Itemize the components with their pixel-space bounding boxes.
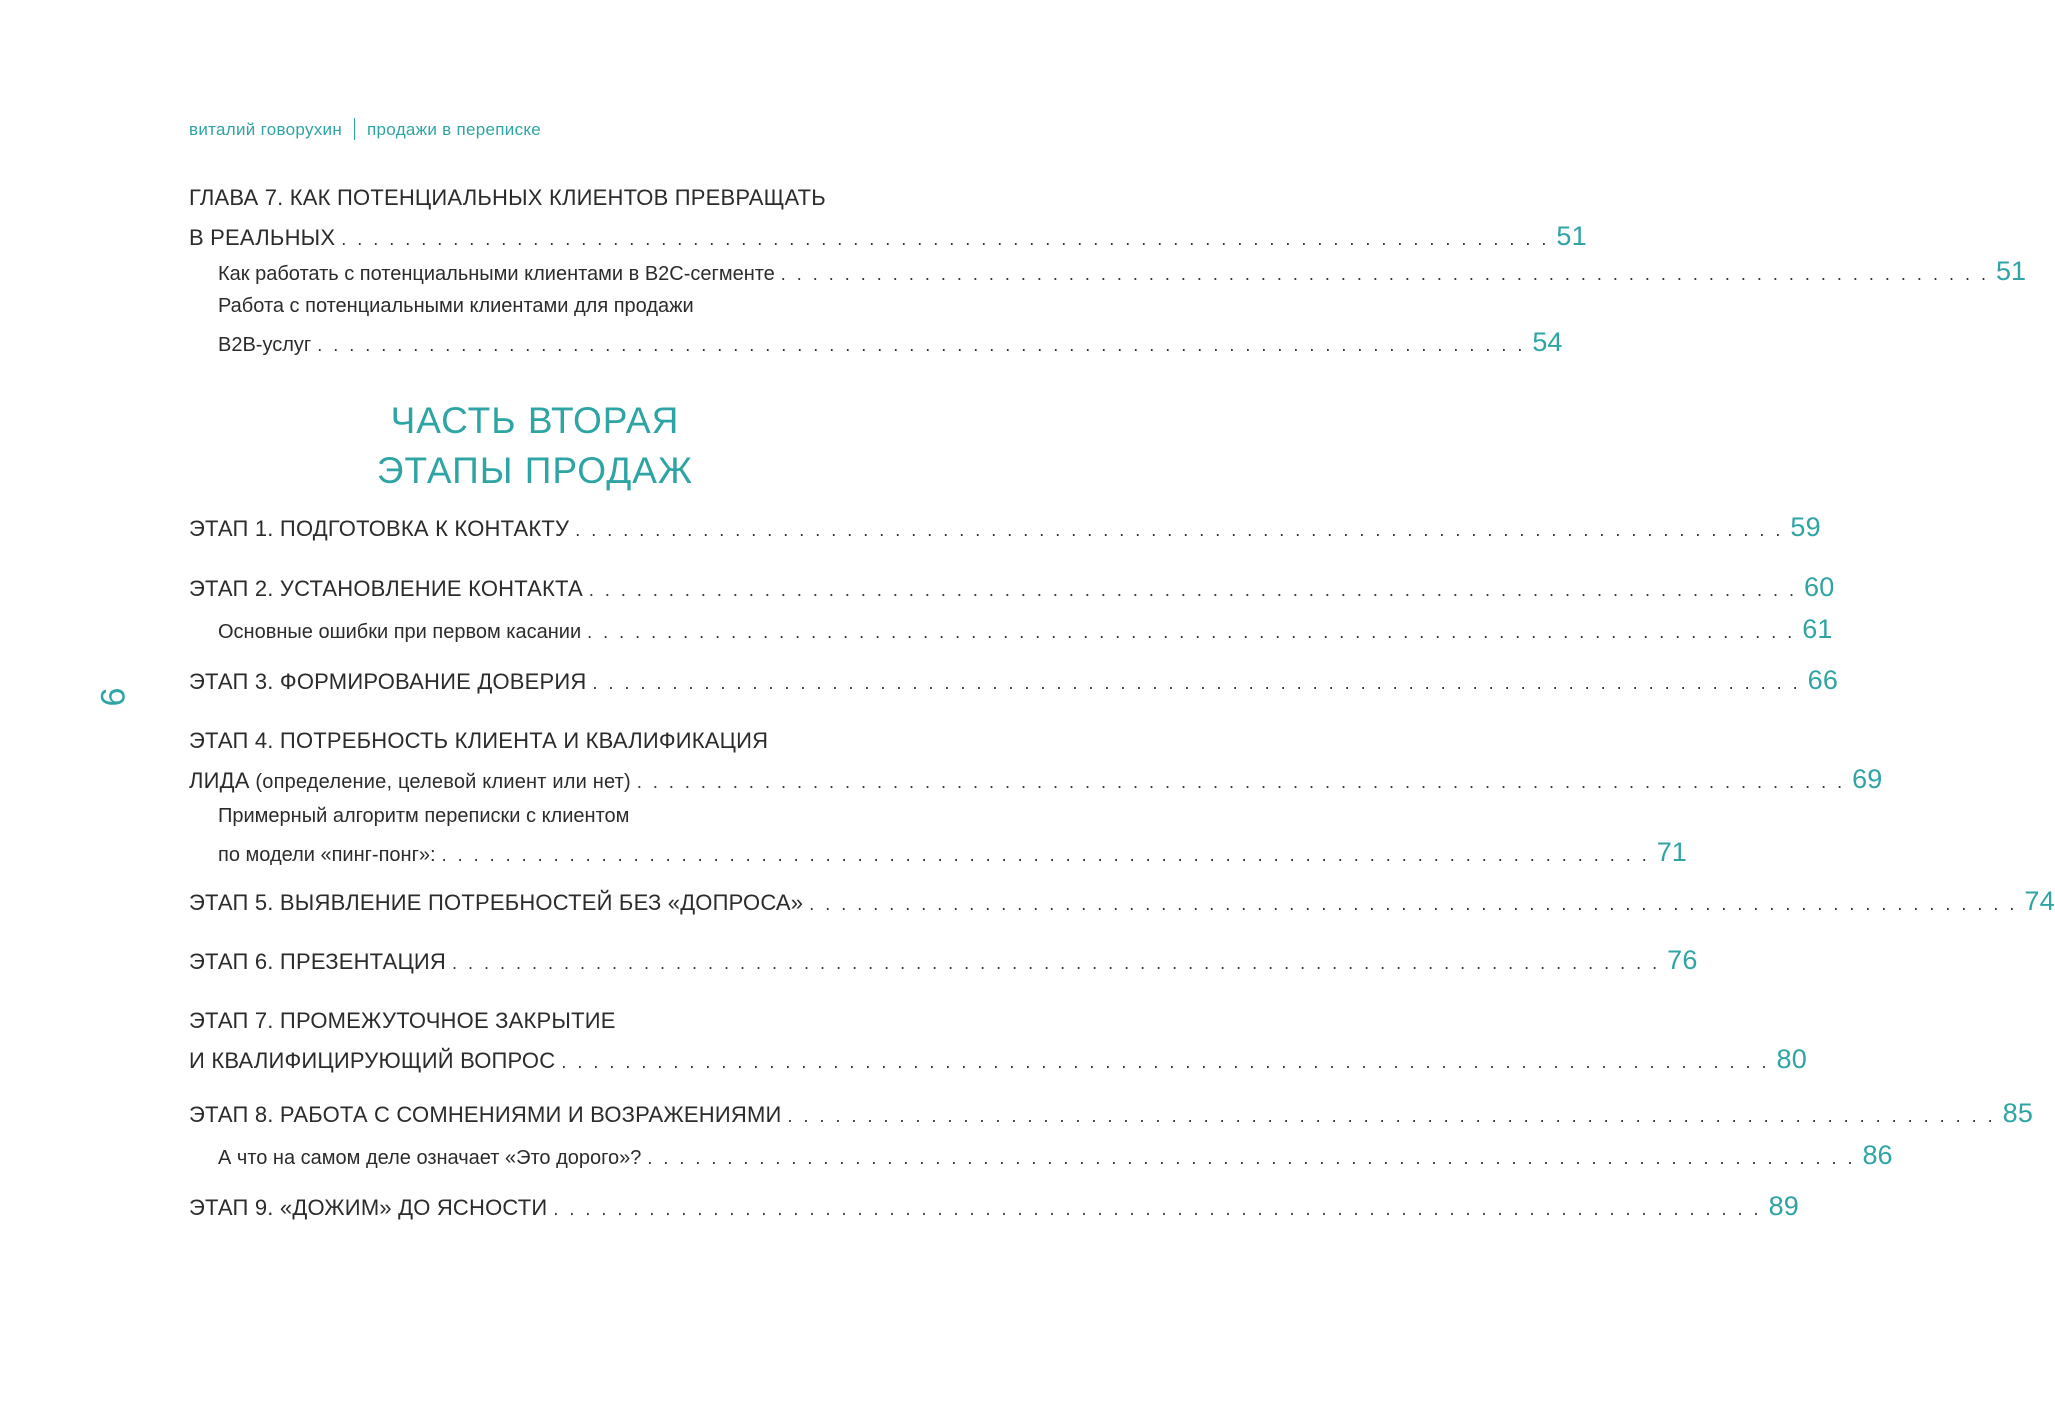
dot-leader	[452, 953, 1657, 973]
toc-entry-title: ЭТАП 5. ВЫЯВЛЕНИЕ ПОТРЕБНОСТЕЙ БЕЗ «ДОПРОСА»	[189, 890, 804, 915]
toc-subentry-b2b[interactable]	[218, 288, 1563, 360]
part-title-line1: ЧАСТЬ ВТОРАЯ	[390, 400, 680, 441]
toc-page-number: 89	[1768, 1191, 1799, 1221]
dot-leader	[788, 1106, 1993, 1126]
toc-entry-title: ЭТАП 2. УСТАНОВЛЕНИЕ КОНТАКТА	[189, 576, 583, 601]
toc-entry-stage-5[interactable]	[189, 882, 2055, 920]
toc-page-number: 51	[1995, 256, 2026, 286]
running-header	[189, 118, 541, 140]
toc-entry-title: И КВАЛИФИЦИРУЮЩИЙ ВОПРОС	[189, 1048, 556, 1073]
toc-page-number: 74	[2024, 886, 2055, 916]
toc-entry-stage-4[interactable]	[189, 722, 1883, 798]
toc-subentry-first-touch-errors[interactable]	[218, 611, 1833, 647]
toc-entry-title: Работа с потенциальными клиентами для продажи	[218, 295, 694, 317]
dot-leader	[809, 894, 2014, 914]
dot-leader	[647, 1148, 1852, 1168]
toc-entry-stage-1[interactable]	[189, 508, 1821, 546]
toc-entry-title: B2B-услуг	[218, 334, 312, 356]
dot-leader	[317, 335, 1522, 355]
toc-entry-title: ЭТАП 3. ФОРМИРОВАНИЕ ДОВЕРИЯ	[189, 669, 587, 694]
toc-page-number: 51	[1556, 221, 1587, 251]
toc-page-number: 54	[1532, 327, 1563, 357]
toc-entry-title: ЭТАП 9. «ДОЖИМ» ДО ЯСНОСТИ	[189, 1195, 548, 1220]
toc-page-number: 61	[1802, 614, 1833, 644]
toc-entry-title: ЭТАП 4. ПОТРЕБНОСТЬ КЛИЕНТА И КВАЛИФИКАЦИЯ	[189, 728, 769, 753]
toc-page-number: 80	[1776, 1044, 1807, 1074]
dot-leader	[587, 622, 1792, 642]
toc-entry-title: В РЕАЛЬНЫХ	[189, 225, 336, 250]
toc-entry-title: Основные ошибки при первом касании	[218, 621, 582, 643]
toc-entry-stage-2[interactable]	[189, 568, 1835, 606]
toc-entry-title: Примерный алгоритм переписки с клиентом	[218, 805, 630, 827]
toc-subentry-b2c[interactable]	[218, 253, 2026, 289]
toc-entry-title: Как работать с потенциальными клиентами в B2C-сегменте	[218, 263, 775, 285]
header-author: виталий говорухин	[189, 120, 343, 139]
toc-entry-title: А что на самом деле означает «Это дорого»?	[218, 1147, 642, 1169]
dot-leader	[442, 845, 1647, 865]
toc-subentry-expensive[interactable]	[218, 1137, 1893, 1173]
toc-page-number: 66	[1807, 665, 1839, 695]
toc-entry-title: ГЛАВА 7. КАК ПОТЕНЦИАЛЬНЫХ КЛИЕНТОВ ПРЕВРАЩАТЬ	[189, 185, 826, 210]
toc-entry-title	[189, 768, 631, 793]
toc-page-number: 59	[1790, 512, 1821, 542]
toc-entry-title: ЭТАП 6. ПРЕЗЕНТАЦИЯ	[189, 949, 447, 974]
dot-leader	[589, 580, 1794, 600]
toc-entry-stage-6[interactable]	[189, 941, 1698, 979]
dot-leader	[575, 520, 1780, 540]
header-divider	[354, 118, 355, 140]
toc-entry-title: ЭТАП 1. ПОДГОТОВКА К КОНТАКТУ	[189, 516, 570, 541]
toc-page-number: 85	[2002, 1098, 2034, 1128]
dot-leader	[341, 229, 1546, 249]
dot-leader	[637, 772, 1842, 792]
toc-page-number: 76	[1667, 945, 1698, 975]
toc-entry-title: ЭТАП 7. ПРОМЕЖУТОЧНОЕ ЗАКРЫТИЕ	[189, 1008, 616, 1033]
part-title	[189, 396, 881, 496]
toc-page-number: 86	[1862, 1140, 1893, 1170]
dot-leader	[553, 1199, 1758, 1219]
dot-leader	[561, 1052, 1766, 1072]
toc-entry-title: по модели «пинг-понг»:	[218, 844, 436, 866]
toc-page-number: 60	[1803, 572, 1835, 602]
part-title-line2: ЭТАПЫ ПРОДАЖ	[376, 450, 694, 491]
toc-entry-title-upper: ЛИДА	[189, 768, 250, 793]
toc-page-number: 71	[1656, 837, 1687, 867]
toc-subentry-ping-pong[interactable]	[218, 798, 1687, 870]
toc-entry-stage-3[interactable]	[189, 661, 1839, 699]
toc-page-number: 69	[1852, 764, 1883, 794]
toc-entry-stage-9[interactable]	[189, 1187, 1799, 1225]
toc-entry-stage-7[interactable]	[189, 1002, 1807, 1078]
page-number: 9	[93, 687, 131, 707]
toc-entry-title: ЭТАП 8. РАБОТА С СОМНЕНИЯМИ И ВОЗРАЖЕНИЯМИ	[189, 1102, 782, 1127]
toc-entry-chapter-7[interactable]	[189, 179, 1587, 255]
header-book-title: продажи в переписке	[367, 120, 542, 139]
dot-leader	[592, 673, 1797, 693]
toc-entry-title-note: (определение, целевой клиент или нет)	[249, 771, 631, 793]
dot-leader	[781, 264, 1986, 284]
toc-entry-stage-8[interactable]	[189, 1094, 2034, 1132]
